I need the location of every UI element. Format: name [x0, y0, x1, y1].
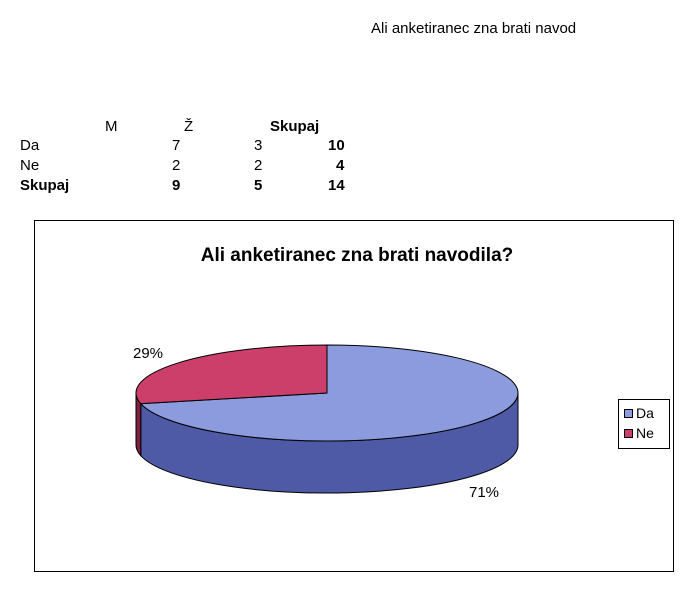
cell-z: 2: [254, 157, 263, 174]
legend-swatch-ne: [624, 429, 633, 438]
chart-area: [34, 220, 674, 572]
table-row: [20, 136, 360, 156]
pie-chart: [35, 221, 675, 573]
cell-z: 5: [254, 177, 263, 194]
row-label: Skupaj: [20, 177, 70, 194]
legend-swatch-da: [624, 409, 633, 418]
legend-label-ne: Ne: [636, 425, 654, 441]
cell-m: 7: [172, 137, 181, 154]
cell-total: 10: [328, 137, 345, 154]
data-label-da: 71%: [469, 484, 500, 501]
table-header-row: [20, 117, 360, 137]
data-label-ne: 29%: [133, 345, 164, 362]
header-title: Ali anketiranec zna brati navod: [371, 20, 577, 37]
column-header-skupaj: Skupaj: [270, 118, 320, 135]
table-row: [20, 176, 360, 196]
chart-title: Ali anketiranec zna brati navodila?: [200, 245, 514, 266]
cell-z: 3: [254, 137, 263, 154]
cell-total: 4: [336, 157, 345, 174]
pie-slice-ne: [136, 345, 327, 404]
table-row: [20, 156, 360, 176]
cell-m: 9: [172, 177, 181, 194]
cell-total: 14: [328, 177, 345, 194]
row-label: Da: [20, 137, 40, 154]
row-label: Ne: [20, 157, 40, 174]
legend-label-da: Da: [636, 405, 654, 421]
legend: [618, 399, 670, 449]
data-table: [20, 117, 360, 197]
column-header-m: M: [105, 118, 118, 135]
column-header-z: Ž: [184, 118, 194, 135]
cell-m: 2: [172, 157, 181, 174]
